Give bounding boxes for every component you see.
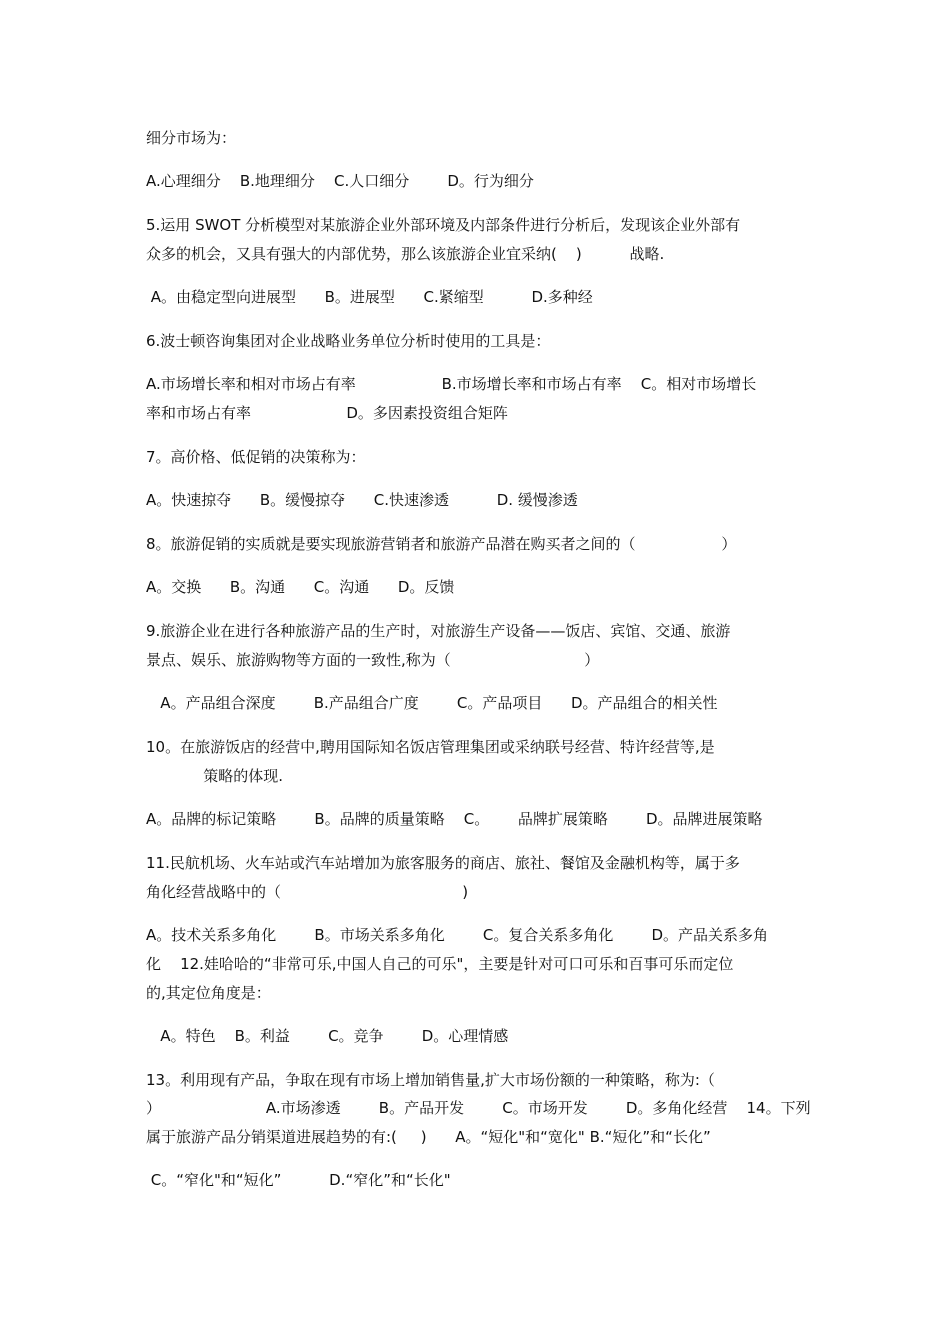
question-6: 6.波士顿咨询集团对企业战略业务单位分析时使用的工具是： <box>146 332 551 350</box>
question-12: 化 12.娃哈哈的“非常可乐,中国人自己的可乐"，主要是针对可口可乐和百事可乐而定位 <box>146 955 734 973</box>
text-line: 角化经营战略中的（ ) <box>146 883 469 901</box>
question-7: 7。高价格、低促销的决策称为： <box>146 448 366 466</box>
question-8: 8。旅游促销的实质就是要实现旅游营销者和旅游产品潜在购买者之间的（ ） <box>146 535 737 553</box>
question-9: 9.旅游企业在进行各种旅游产品的生产时，对旅游生产设备——饭店、宾馆、交通、旅游 <box>146 622 731 640</box>
question-11: 11.民航机场、火车站或汽车站增加为旅客服务的商店、旅社、餐馆及金融机构等，属于多 <box>146 854 740 872</box>
question-10: 10。在旅游饭店的经营中,聘用国际知名饭店管理集团或采纳联号经营、特许经营等,是 <box>146 738 715 756</box>
question-14: 属于旅游产品分销渠道进展趋势的有:( ) A。“短化"和“宽化" B.“短化”和“长化” <box>146 1128 711 1146</box>
question-13: 13。利用现有产品，争取在现有市场上增加销售量,扩大市场份额的一种策略，称为:（ <box>146 1071 715 1089</box>
text-line: 策略的体现. <box>146 767 283 785</box>
answer-options: A。快速掠夺 B。缓慢掠夺 C.快速渗透 D. 缓慢渗透 <box>146 491 578 509</box>
answer-options: A。特色 B。利益 C。竞争 D。心理情感 <box>146 1027 509 1045</box>
answer-options: ） A.市场渗透 B。产品开发 C。市场开发 D。多角化经营 14。下列 <box>146 1099 811 1117</box>
answer-options: A。由稳定型向进展型 B。进展型 C.紧缩型 D.多种经 <box>146 288 593 306</box>
text-line: 细分市场为： <box>146 129 237 147</box>
answer-options: C。“窄化"和“短化” D.“窄化”和“长化" <box>146 1171 451 1189</box>
text-line: 众多的机会，又具有强大的内部优势，那么该旅游企业宜采纳( ) 战略. <box>146 245 665 263</box>
answer-options: A。品牌的标记策略 B。品牌的质量策略 C。 品牌扩展策略 D。品牌进展策略 <box>146 810 763 828</box>
text-line: 景点、娱乐、旅游购物等方面的一致性,称为（ ） <box>146 651 600 669</box>
answer-options: A.心理细分 B.地理细分 C.人口细分 D。行为细分 <box>146 172 534 190</box>
answer-options: A。技术关系多角化 B。市场关系多角化 C。复合关系多角化 D。产品关系多角 <box>146 926 769 944</box>
answer-options: 率和市场占有率 D。多因素投资组合矩阵 <box>146 404 508 422</box>
question-5: 5.运用 SWOT 分析模型对某旅游企业外部环境及内部条件进行分析后，发现该企业外部有 <box>146 216 741 234</box>
answer-options: A。交换 B。沟通 C。沟通 D。反馈 <box>146 578 455 596</box>
text-line: 的,其定位角度是： <box>146 984 271 1002</box>
answer-options: A。产品组合深度 B.产品组合广度 C。产品项目 D。产品组合的相关性 <box>146 694 718 712</box>
answer-options: A.市场增长率和相对市场占有率 B.市场增长率和市场占有率 C。相对市场增长 <box>146 375 757 393</box>
